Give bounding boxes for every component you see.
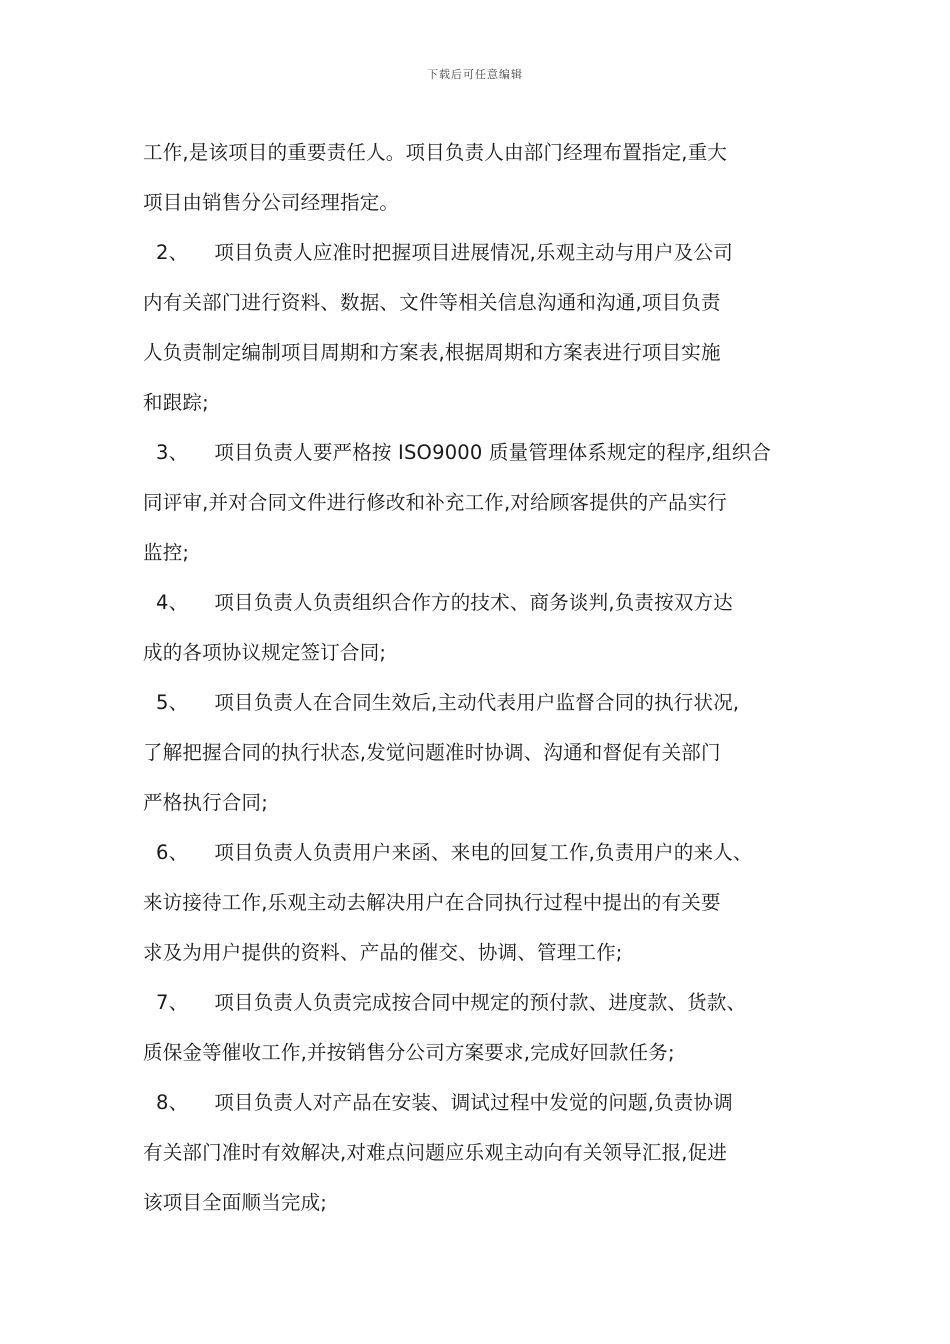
text-line: 内有关部门进行资料、数据、文件等相关信息沟通和沟通,项目负责 — [143, 291, 721, 314]
text-line — [143, 228, 823, 278]
line-text: 项目负责人负责完成按合同中规定的预付款、进度款、货款、 — [214, 991, 747, 1014]
list-number: 4、 — [156, 591, 189, 614]
text-line: 严格执行合同; — [143, 791, 268, 814]
text-line: 了解把握合同的执行状态,发觉问题准时协调、沟通和督促有关部门 — [143, 741, 721, 764]
list-number: 7、 — [156, 991, 189, 1014]
text-line: 该项目全面顺当完成; — [143, 1191, 328, 1214]
list-number: 2、 — [156, 241, 189, 264]
paragraph-1 — [143, 128, 823, 228]
line-text: 项目负责人负责组织合作方的技术、商务谈判,负责按双方达 — [214, 591, 733, 614]
text-line — [143, 678, 823, 728]
text-line: 质保金等催收工作,并按销售分公司方案要求,完成好回款任务; — [143, 1041, 675, 1064]
paragraph-2 — [143, 228, 823, 428]
text-line: 人负责制定编制项目周期和方案表,根据周期和方案表进行项目实施 — [143, 341, 721, 364]
paragraph-6 — [143, 828, 823, 978]
text-line: 和跟踪; — [143, 391, 209, 414]
page-header: 下载后可任意编辑 — [427, 68, 523, 81]
document-body — [143, 128, 823, 1228]
text-line — [143, 828, 823, 878]
list-number: 8、 — [156, 1091, 189, 1114]
line-text: 项目负责人负责用户来函、来电的回复工作,负责用户的来人、 — [214, 841, 753, 864]
line-text: 项目负责人应准时把握项目进展情况,乐观主动与用户及公司 — [214, 241, 733, 264]
text-line: 同评审,并对合同文件进行修改和补充工作,对给顾客提供的产品实行 — [143, 491, 728, 514]
paragraph-4 — [143, 578, 823, 678]
list-number: 5、 — [156, 691, 189, 714]
list-number: 6、 — [156, 841, 189, 864]
text-line: 有关部门准时有效解决,对难点问题应乐观主动向有关领导汇报,促进 — [143, 1141, 728, 1164]
line-text: 项目负责人要严格按 ISO9000 质量管理体系规定的程序,组织合 — [214, 441, 772, 464]
text-line: 成的各项协议规定签订合同; — [143, 641, 387, 664]
text-line: 来访接待工作,乐观主动去解决用户在合同执行过程中提出的有关要 — [143, 891, 721, 914]
text-line: 监控; — [143, 541, 190, 564]
text-line: 求及为用户提供的资料、产品的催交、协调、管理工作; — [143, 941, 623, 964]
paragraph-7 — [143, 978, 823, 1078]
paragraph-8 — [143, 1078, 823, 1228]
paragraph-5 — [143, 678, 823, 828]
line-text: 项目负责人对产品在安装、调试过程中发觉的问题,负责协调 — [214, 1091, 733, 1114]
text-line — [143, 1078, 823, 1128]
text-line — [143, 978, 823, 1028]
text-line — [143, 578, 823, 628]
text-line: 项目由销售分公司经理指定。 — [143, 191, 400, 214]
text-line: 工作,是该项目的重要责任人。项目负责人由部门经理布置指定,重大 — [143, 141, 728, 164]
list-number: 3、 — [156, 441, 189, 464]
text-line — [143, 428, 823, 478]
line-text: 项目负责人在合同生效后,主动代表用户监督合同的执行状况, — [214, 691, 740, 714]
paragraph-3 — [143, 428, 823, 578]
